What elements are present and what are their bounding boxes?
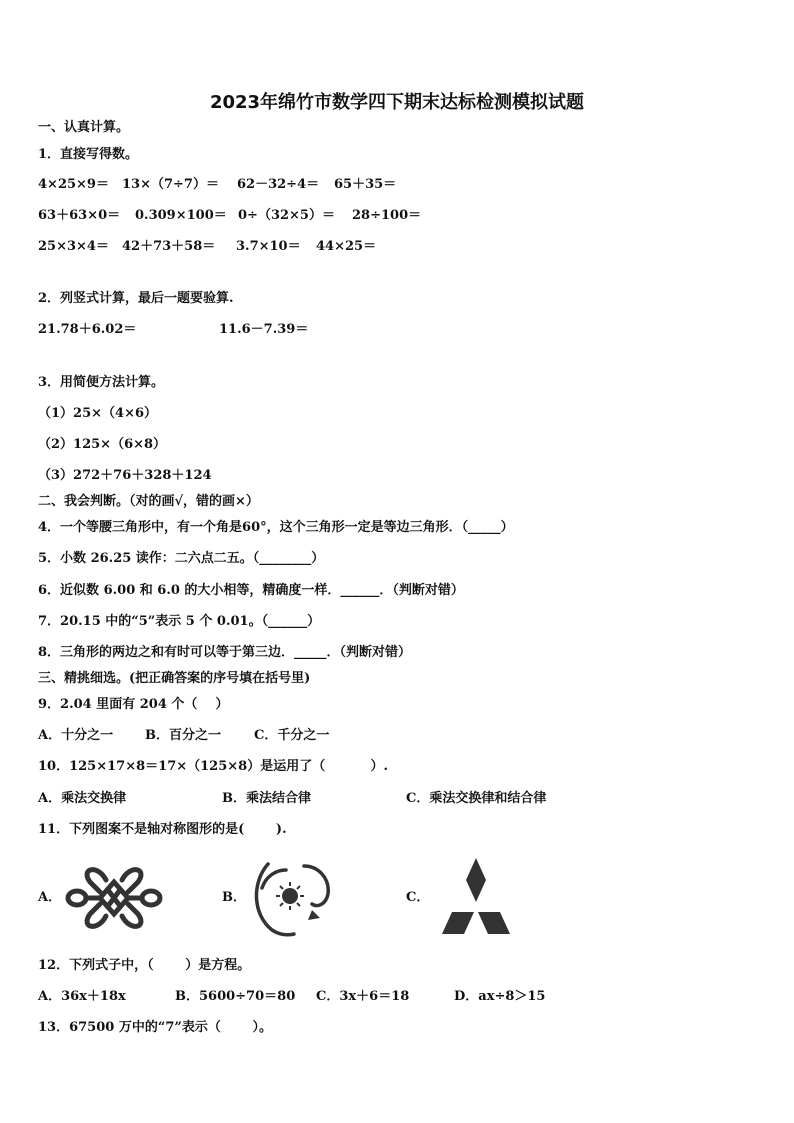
three-diamonds-figure	[440, 856, 512, 936]
calc-item: 4×25×9＝	[38, 177, 109, 192]
question-5: 5．小数 26.25 读作：二六点二五。（________）	[38, 551, 325, 566]
question-13: 13．67500 万中的“7”表示（ ）。	[38, 1020, 273, 1035]
page-title: 2023年绵竹市数学四下期末达标检测模拟试题	[209, 92, 585, 113]
question-8: 8．三角形的两边之和有时可以等于第三边．_____．（判断对错）	[38, 645, 412, 660]
option-c: C．3x＋6＝18	[316, 989, 410, 1004]
question-6: 6．近似数 6.00 和 6.0 的大小相等，精确度一样．______．（判断对错）	[38, 583, 464, 598]
calc-item: 11.6－7.39＝	[219, 322, 309, 337]
calc-item: （2）125×（6×8）	[38, 437, 167, 452]
calc-item: 42＋73＋58＝	[122, 239, 216, 254]
calc-item: 65＋35＝	[334, 177, 397, 192]
question-10-heading: 10．125×17×8＝17×（125×8）是运用了（ ）.	[38, 759, 388, 774]
calc-item: 28÷100＝	[352, 208, 422, 223]
question-12-heading: 12．下列式子中，（ ）是方程。	[38, 958, 251, 973]
calc-item: 0.309×100＝	[135, 208, 227, 223]
question-9-heading: 9．2.04 里面有 204 个（ ）	[38, 697, 229, 712]
question-7: 7．20.15 中的“5”表示 5 个 0.01。（______）	[38, 614, 321, 629]
calc-item: （1）25×（4×6）	[38, 406, 158, 421]
calc-item: （3）272＋76＋328＋124	[38, 468, 212, 483]
option-b: B．5600÷70＝80	[175, 989, 296, 1004]
option-a-label: A．	[38, 890, 62, 905]
question-11-heading: 11．下列图案不是轴对称图形的是( ).	[38, 822, 287, 837]
calc-item: 63＋63×0＝	[38, 208, 121, 223]
option-c: C．乘法交换律和结合律	[406, 791, 547, 806]
calc-item: 44×25＝	[316, 239, 377, 254]
question-3-heading: 3．用简便方法计算。	[38, 375, 165, 390]
section-2-heading: 二、我会判断。（对的画√，错的画×）	[38, 494, 259, 509]
calc-item: 0÷（32×5）＝	[238, 208, 335, 223]
calc-item: 21.78＋6.02＝	[38, 322, 137, 337]
option-c: C．千分之一	[254, 728, 330, 743]
option-a: A．36x＋18x	[38, 989, 126, 1004]
calc-item: 25×3×4＝	[38, 239, 109, 254]
question-1-heading: 1．直接写得数。	[38, 147, 139, 162]
calc-item: 62－32÷4＝	[237, 177, 320, 192]
option-b: B．乘法结合律	[222, 791, 311, 806]
option-b-label: B．	[222, 890, 246, 905]
question-4: 4．一个等腰三角形中，有一个角是60°，这个三角形一定是等边三角形．（_____）	[38, 520, 514, 535]
spiral-emblem-figure	[246, 858, 334, 938]
question-2-heading: 2．列竖式计算，最后一题要验算.	[38, 291, 234, 306]
option-a: A．十分之一	[38, 728, 114, 743]
option-d: D．ax÷8＞15	[454, 989, 546, 1004]
calc-item: 13×（7÷7）＝	[122, 177, 219, 192]
option-b: B．百分之一	[145, 728, 221, 743]
option-a: A．乘法交换律	[38, 791, 127, 806]
calc-item: 3.7×10＝	[236, 239, 301, 254]
section-3-heading: 三、精挑细选。(把正确答案的序号填在括号里)	[38, 671, 311, 686]
chinese-knot-figure	[62, 858, 166, 936]
section-1-heading: 一、认真计算。	[38, 120, 130, 135]
option-c-label: C．	[406, 890, 430, 905]
